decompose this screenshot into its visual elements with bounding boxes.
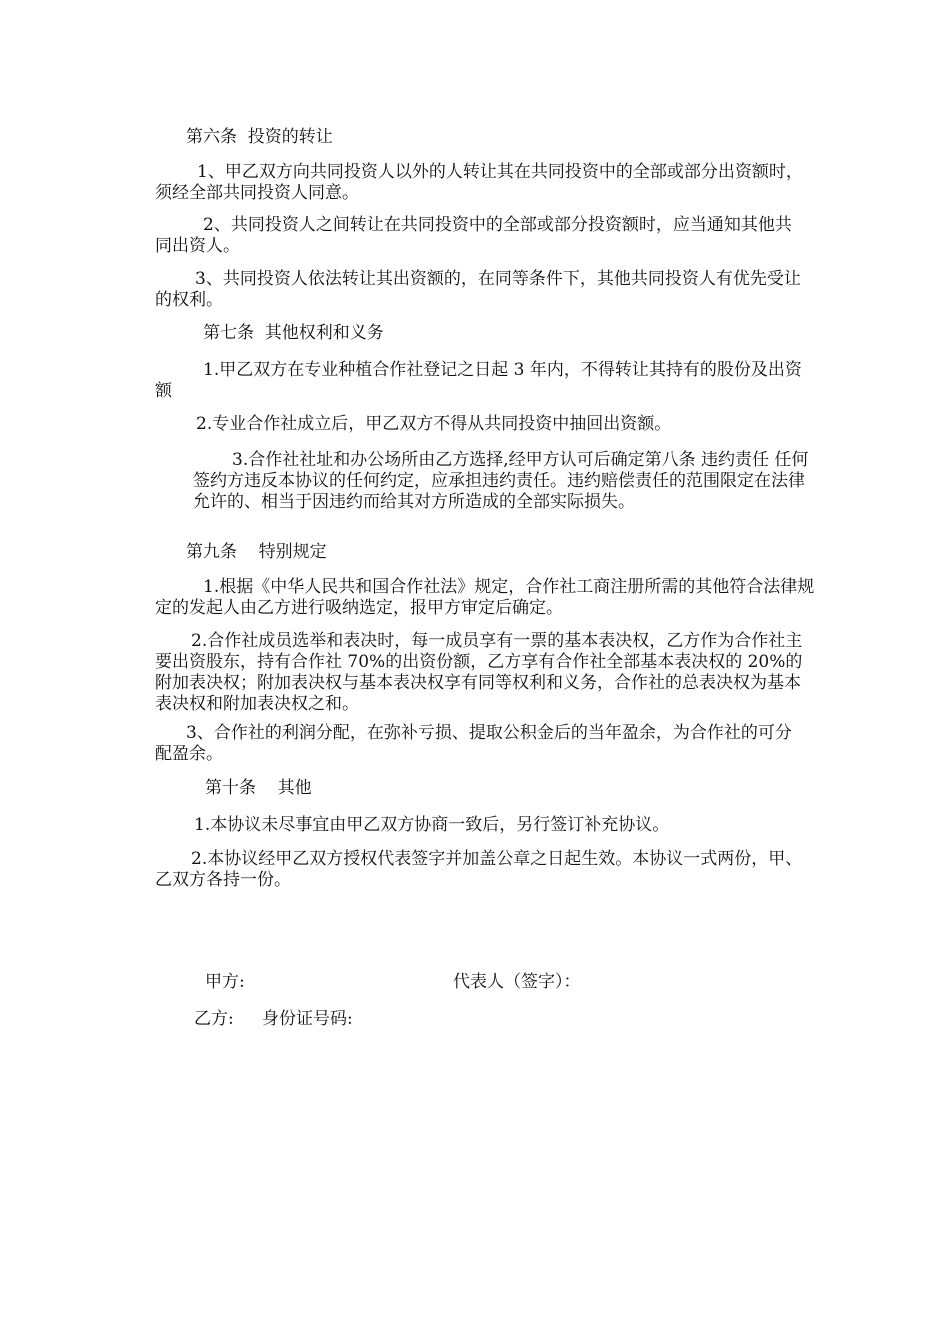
- article-6-heading: 第六条 投资的转让: [186, 127, 333, 147]
- article-7-paragraph-1: 1.甲乙双方在专业种植合作社登记之日起 3 年内，不得转让其持有的股份及出资额: [155, 360, 802, 401]
- party-a-label: 甲方:: [205, 972, 245, 992]
- article-6-paragraph-2: 2、共同投资人之间转让在共同投资中的全部或部分投资额时，应当通知其他共同出资人。: [155, 215, 792, 256]
- article-7-paragraph-2: 2.专业合作社成立后，甲乙双方不得从共同投资中抽回出资额。: [196, 414, 672, 434]
- party-b-label: 乙方:: [194, 1009, 234, 1029]
- article-7-paragraph-3: 3.合作社社址和办公场所由乙方选择,经甲方认可后确定第八条 违约责任 任何签约方违反本协议的任何约定，应承担违约责任。违约赔偿责任的范围限定在法律允许的、相当于因违约而给其对方所造成的全部实际损失。: [193, 450, 809, 512]
- article-6-paragraph-3: 3、共同投资人依法转让其出资额的，在同等条件下，其他共同投资人有优先受让的权利。: [155, 269, 801, 310]
- article-9-paragraph-2: 2.合作社成员选举和表决时，每一成员享有一票的基本表决权，乙方作为合作社主要出资股东，持有合作社 70%的出资份额，乙方享有合作社全部基本表决权的 20%的附加表决权；附加表决权与基本表决权享有同等权利和义务，合作社的总表决权为基本表决权和附加表决权之和。: [155, 631, 803, 714]
- id-number-label: 身份证号码:: [262, 1009, 353, 1029]
- representative-signature-label: 代表人（签字）：: [453, 972, 581, 992]
- article-10-paragraph-1: 1.本协议未尽事宜由甲乙双方协商一致后，另行签订补充协议。: [194, 815, 670, 835]
- article-9-heading: 第九条 特别规定: [186, 542, 327, 562]
- article-6-paragraph-1: 1、甲乙双方向共同投资人以外的人转让其在共同投资中的全部或部分出资额时，须经全部共同投资人同意。: [155, 162, 803, 203]
- article-7-heading: 第七条 其他权利和义务: [203, 323, 384, 343]
- article-10-paragraph-2: 2.本协议经甲乙双方授权代表签字并加盖公章之日起生效。本协议一式两份，甲、乙双方各持一份。: [155, 849, 803, 890]
- article-9-paragraph-3: 3、合作社的利润分配，在弥补亏损、提取公积金后的当年盈余，为合作社的可分配盈余。: [155, 723, 792, 764]
- article-9-paragraph-1: 1.根据《中华人民共和国合作社法》规定，合作社工商注册所需的其他符合法律规定的发起人由乙方进行吸纳选定，报甲方审定后确定。: [155, 577, 815, 618]
- article-10-heading: 第十条 其他: [205, 778, 312, 798]
